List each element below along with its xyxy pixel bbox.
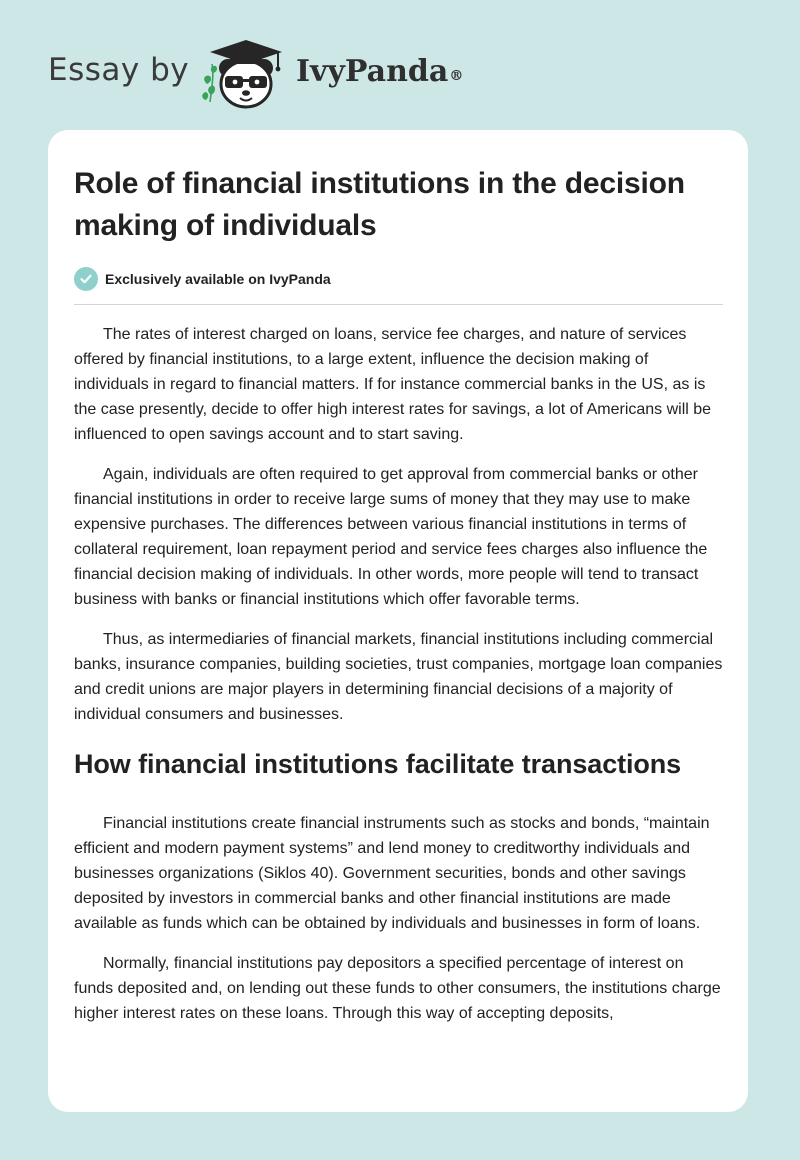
essay-title: Role of financial institutions in the decision making of individuals [74, 167, 685, 242]
paragraph: Again, individuals are often required to get approval from commercial banks or other financial institutions in order to receive large sums of money that they may use to make expensive purchases. The differences between various financial institutions in terms of collateral requirement, loan repayment period and service fees charges also influence the financial decision making of individuals. In other words, more people will tend to transact business with banks or financial institutions which offer favorable terms. [74, 466, 708, 608]
panda-graduate-icon [198, 34, 294, 110]
site-header [0, 0, 800, 130]
brand-text: IvyPanda [296, 54, 449, 89]
check-circle-icon [74, 267, 98, 291]
brand-name[interactable] [296, 52, 463, 92]
essay-card [48, 130, 748, 1112]
paragraph: Thus, as intermediaries of financial markets, financial institutions including commercial banks, insurance companies, building societies, trust companies, mortgage loan companies and credit unions are major players in determining financial decisions of a majority of individual consumers and businesses. [74, 631, 723, 723]
section-heading: How financial institutions facilitate transactions [74, 749, 682, 779]
registered-mark: ® [449, 68, 464, 84]
paragraph: Financial institutions create financial instruments such as stocks and bonds, “maintain efficient and modern payment systems” and lend money to creditworthy individuals and businesses organizations (Siklos 40). Government securities, bonds and other savings deposited by investors in commercial banks and other financial institutions are made available as funds which can be obtained by individuals and businesses in form of loans. [74, 815, 710, 932]
divider [74, 304, 723, 305]
exclusive-badge [74, 266, 726, 292]
paragraph: The rates of interest charged on loans, service fee charges, and nature of services offered by financial institutions, to a large extent, influence the decision making of individuals in regard to financial matters. If for instance commercial banks in the US, as is the case presently, decide to offer high interest rates for savings, a lot of Americans will be influenced to open savings account and to start saving. [74, 326, 712, 443]
exclusive-badge-text: Exclusively available on IvyPanda [105, 271, 331, 287]
paragraph: Normally, financial institutions pay depositors a specified percentage of interest on funds deposited and, on lending out these funds to other consumers, the institutions charge higher interest rates on these loans. Through this way of accepting deposits, [74, 955, 721, 1022]
essay-by-label: Essay by [48, 52, 190, 88]
essay-content [74, 163, 726, 1026]
